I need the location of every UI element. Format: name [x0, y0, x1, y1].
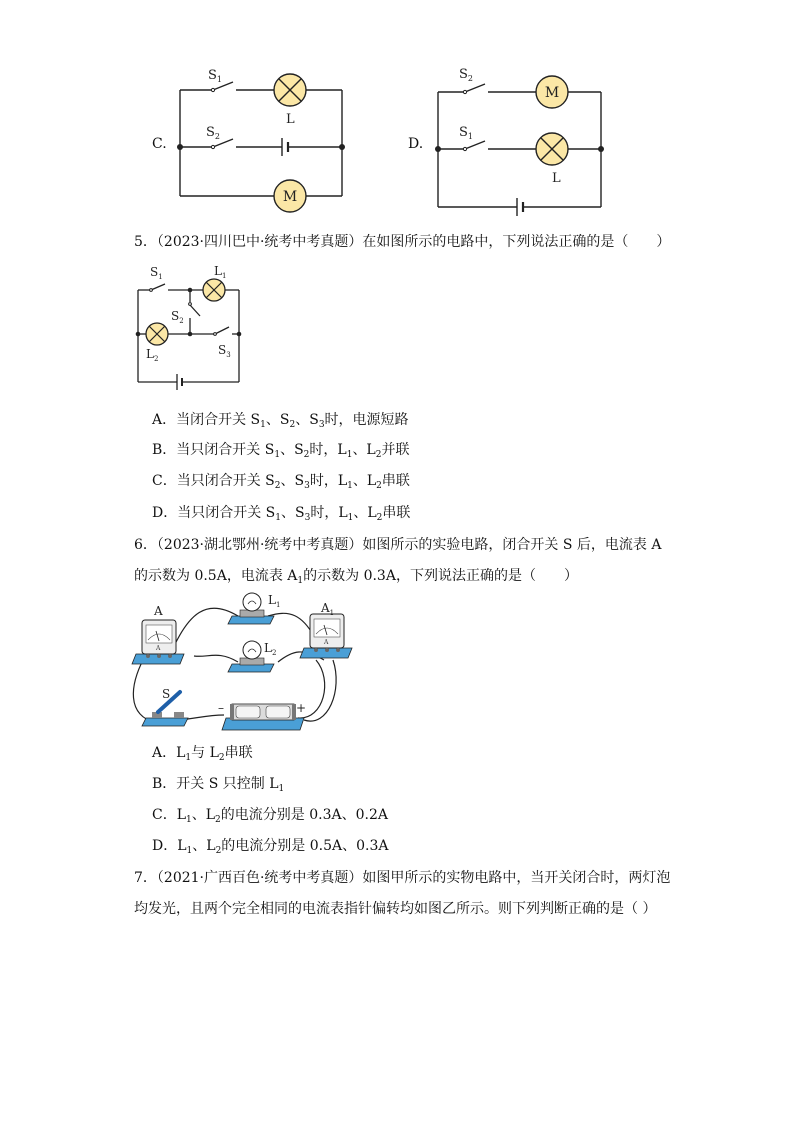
q6-option-b[interactable]: B．开关 S 只控制 $L_1$: [152, 776, 285, 794]
svg-text:M: M: [544, 85, 560, 101]
svg-text:A: A: [156, 645, 161, 652]
ammeter-a-icon: [132, 620, 184, 664]
svg-text:S3: $S_3$: [218, 343, 231, 359]
circuit-diagram-q5: [128, 260, 253, 392]
option-c-letter: C.: [152, 136, 167, 152]
lamp-icon: [536, 133, 568, 165]
svg-text:A: A: [324, 639, 329, 646]
lamp-icon: [274, 74, 306, 106]
circuit-diagram-d: [428, 60, 618, 225]
svg-text:A: A: [154, 604, 163, 618]
svg-text:S2: $S_2$: [171, 309, 184, 325]
q6-option-a[interactable]: A．$L_1$与 $L_2$串联: [152, 745, 253, 763]
lamp-l1-icon: [203, 279, 225, 301]
option-d-letter: D.: [408, 136, 424, 152]
physical-circuit-q6: [128, 590, 360, 738]
svg-text:L2: $L_2$: [264, 641, 277, 657]
ammeter-a1-icon: [300, 614, 352, 658]
motor-icon: [274, 180, 306, 212]
svg-text:L: L: [286, 112, 295, 127]
q6-option-c[interactable]: C．$L_1$、$L_2$的电流分别是 0.3A、0.2A: [152, 807, 388, 825]
svg-text:L1: $L_1$: [268, 593, 281, 609]
question-6-stem-line2: 的示数为 0.5A，电流表 $A_1$的示数为 0.3A，下列说法正确的是（ ）: [134, 568, 578, 586]
svg-text:S1: $S_1$: [208, 68, 222, 84]
svg-text:M: M: [282, 189, 298, 205]
svg-text:S1: $S_1$: [150, 265, 163, 281]
lamp-l2-icon: [146, 323, 168, 345]
q5-option-d[interactable]: D．当只闭合开关 $S_1$、$S_3$时，$L_1$、$L_2$串联: [152, 505, 411, 523]
q5-option-b[interactable]: B．当只闭合开关 $S_1$、$S_2$时，$L_1$、$L_2$并联: [152, 442, 410, 460]
svg-text:S2: $S_2$: [206, 125, 220, 141]
svg-text:A1: $A_1$: [321, 601, 335, 617]
svg-text:–: –: [218, 701, 224, 715]
question-7-stem-line1: 7．（2021·广西百色·统考中考真题）如图甲所示的实物电路中，当开关闭合时，两灯泡: [134, 870, 671, 886]
circuit-diagram-c: [170, 60, 360, 225]
q5-option-c[interactable]: C．当只闭合开关 $S_2$、$S_3$时，$L_1$、$L_2$串联: [152, 473, 410, 491]
question-5-stem: 5．（2023·四川巴中·统考中考真题）在如图所示的电路中，下列说法正确的是（ ）: [134, 234, 671, 250]
svg-text:L2: $L_2$: [146, 347, 159, 363]
svg-text:+: +: [296, 701, 307, 715]
svg-text:S2: $S_2$: [459, 67, 473, 83]
svg-text:L: L: [552, 171, 561, 186]
q5-option-a[interactable]: A．当闭合开关 $S_1$、$S_2$、$S_3$时，电源短路: [152, 412, 409, 430]
svg-text:S1: $S_1$: [459, 125, 473, 141]
question-6-stem-line1: 6．（2023·湖北鄂州·统考中考真题）如图所示的实验电路，闭合开关 S 后，电流表 A: [134, 537, 662, 553]
motor-icon: [536, 76, 568, 108]
svg-text:S: S: [162, 687, 171, 701]
battery-pack-icon: [222, 704, 304, 730]
question-7-stem-line2: 均发光，且两个完全相同的电流表指针偏转均如图乙所示。则下列判断正确的是（ ）: [134, 901, 657, 917]
svg-text:L1: $L_1$: [214, 264, 227, 280]
q6-option-d[interactable]: D．$L_1$、$L_2$的电流分别是 0.5A、0.3A: [152, 838, 389, 856]
